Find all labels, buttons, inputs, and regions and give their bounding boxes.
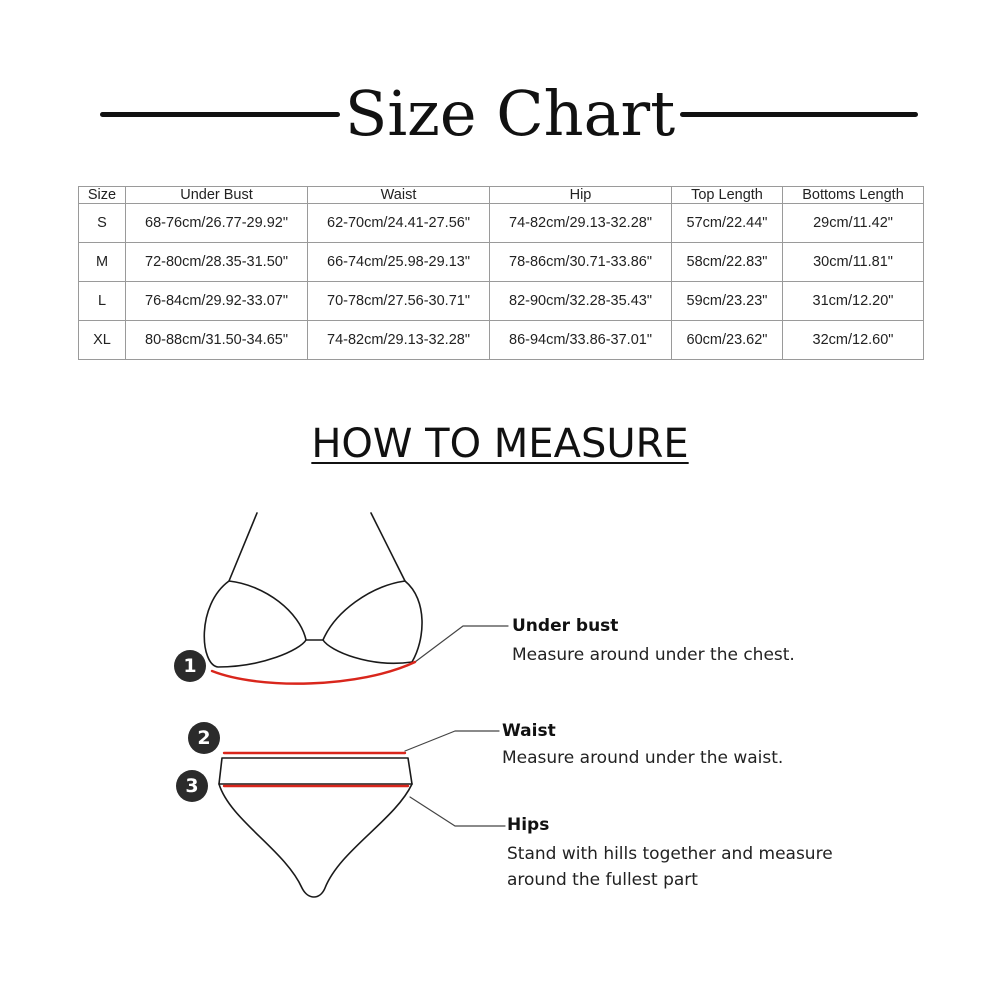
table-cell: L <box>79 282 126 321</box>
hips-description-line1: Stand with hills together and measure <box>507 844 833 864</box>
step-2-badge: 2 <box>188 722 220 754</box>
under-bust-description: Measure around under the chest. <box>512 645 795 665</box>
hips-label: Hips <box>507 815 550 835</box>
column-header-under-bust: Under Bust <box>126 187 308 204</box>
table-cell: 74-82cm/29.13-32.28" <box>308 321 490 360</box>
table-cell: 72-80cm/28.35-31.50" <box>126 243 308 282</box>
step-1-badge: 1 <box>174 650 206 682</box>
table-cell: 30cm/11.81" <box>783 243 924 282</box>
hips-leader <box>410 797 505 826</box>
column-header-size: Size <box>79 187 126 204</box>
column-header-bottoms-length: Bottoms Length <box>783 187 924 204</box>
table-cell: 78-86cm/30.71-33.86" <box>490 243 672 282</box>
table-cell: 59cm/23.23" <box>672 282 783 321</box>
bottom-waistband <box>219 758 412 784</box>
left-cup <box>204 581 306 667</box>
how-to-measure-heading: HOW TO MEASURE <box>311 421 689 467</box>
table-cell: 60cm/23.62" <box>672 321 783 360</box>
table-cell: 68-76cm/26.77-29.92" <box>126 204 308 243</box>
table-cell: 62-70cm/24.41-27.56" <box>308 204 490 243</box>
table-cell: 66-74cm/25.98-29.13" <box>308 243 490 282</box>
hips-description-line2: around the fullest part <box>507 870 698 890</box>
left-strap <box>229 513 257 581</box>
under-bust-label: Under bust <box>512 616 619 636</box>
page-title: Size Chart <box>344 77 676 150</box>
table-cell: 57cm/22.44" <box>672 204 783 243</box>
table-cell: 58cm/22.83" <box>672 243 783 282</box>
table-cell: XL <box>79 321 126 360</box>
table-cell: 80-88cm/31.50-34.65" <box>126 321 308 360</box>
table-cell: 31cm/12.20" <box>783 282 924 321</box>
right-cup <box>323 581 422 663</box>
table-cell: 86-94cm/33.86-37.01" <box>490 321 672 360</box>
bottom-body <box>219 784 412 897</box>
column-header-waist: Waist <box>308 187 490 204</box>
under-bust-leader <box>415 626 508 662</box>
table-cell: 76-84cm/29.92-33.07" <box>126 282 308 321</box>
table-cell: S <box>79 204 126 243</box>
table-cell: 74-82cm/29.13-32.28" <box>490 204 672 243</box>
table-cell: M <box>79 243 126 282</box>
column-header-hip: Hip <box>490 187 672 204</box>
waist-description: Measure around under the waist. <box>502 748 784 768</box>
waist-leader <box>405 731 499 751</box>
table-cell: 29cm/11.42" <box>783 204 924 243</box>
table-cell: 32cm/12.60" <box>783 321 924 360</box>
table-cell: 70-78cm/27.56-30.71" <box>308 282 490 321</box>
table-cell: 82-90cm/32.28-35.43" <box>490 282 672 321</box>
waist-label: Waist <box>502 721 556 741</box>
right-strap <box>371 513 405 581</box>
column-header-top-length: Top Length <box>672 187 783 204</box>
step-3-badge: 3 <box>176 770 208 802</box>
